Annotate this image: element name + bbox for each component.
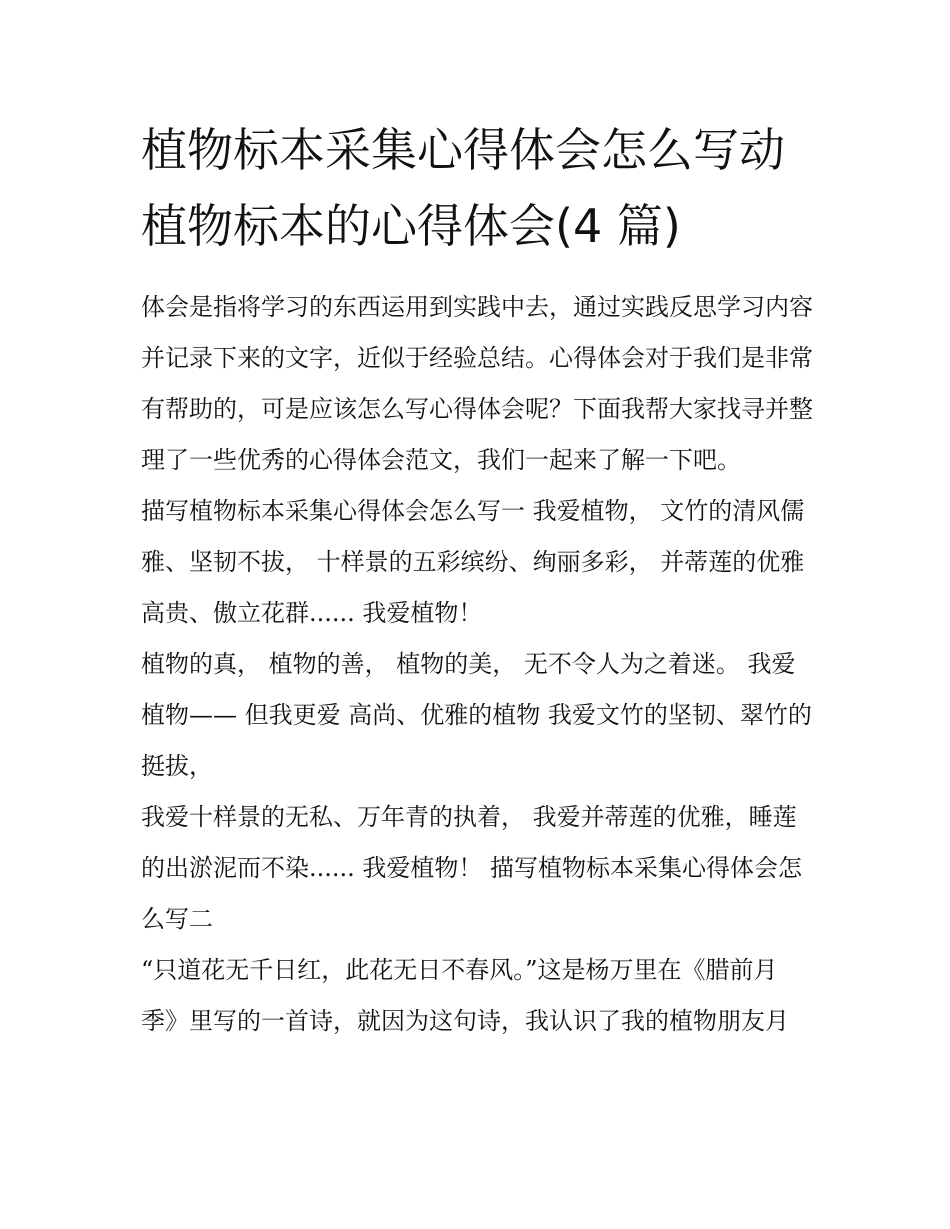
document-title: 植物标本采集心得体会怎么写动植物标本的心得体会(4 篇) (141, 123, 785, 253)
paragraph-poem: “只道花无千日红，此花无日不春风。”这是杨万里在《腊前月季》里写的一首诗，就因为这句诗，我认识了我的植物朋友月 (141, 956, 789, 1035)
paragraph-intro: 体会是指将学习的东西运用到实践中去，通过实践反思学习内容并记录下来的文字，近似于经验总结。心得体会对于我们是非常有帮助的，可是应该怎么写心得体会呢？下面我帮大家找寻并整理了一些优秀的心得体会范文，我们一起来了解一下吧。 (141, 293, 813, 474)
paragraph-section-one: 描写植物标本采集心得体会怎么写一 我爱植物， 文竹的清风儒雅、坚韧不拔， 十样景的五彩缤纷、绚丽多彩， 并蒂莲的优雅高贵、傲立花群...... 我爱植物！ (141, 497, 805, 627)
paragraph-plant-virtues: 植物的真， 植物的善， 植物的美， 无不令人为之着迷。 我爱植物—— 但我更爱 高尚、优雅的植物 我爱文竹的坚韧、翠竹的挺拔， (141, 650, 812, 780)
document-content (141, 112, 813, 1047)
paragraph-love-plants: 我爱十样景的无私、万年青的执着， 我爱并蒂莲的优雅，睡莲的出淤泥而不染...... 我爱植物！ 描写植物标本采集心得体会怎么写二 (141, 803, 803, 933)
